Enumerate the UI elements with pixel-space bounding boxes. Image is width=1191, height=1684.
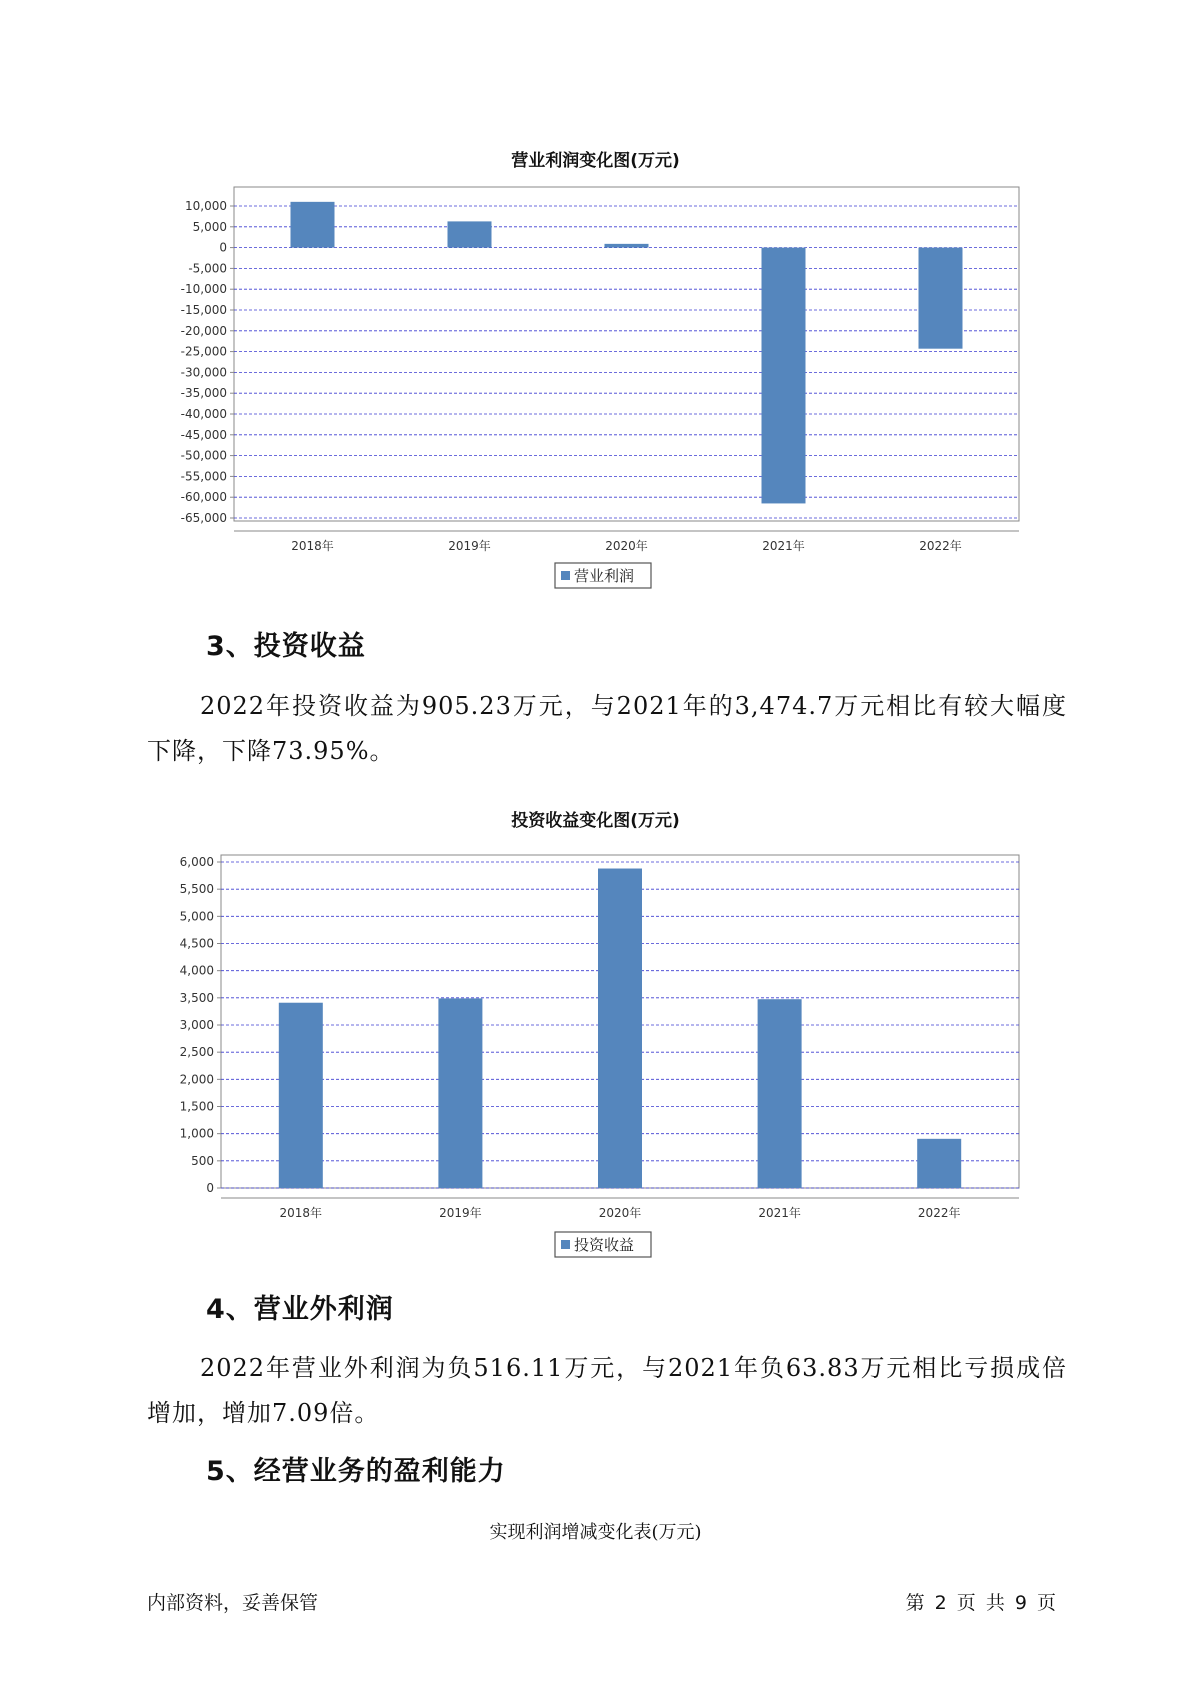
- footer-page-number: 第 2 页 共 9 页: [905, 1592, 1056, 1614]
- y-tick-label: -10,000: [180, 282, 227, 297]
- y-tick-label: 500: [191, 1153, 214, 1168]
- bar-2020年: [598, 869, 642, 1188]
- y-tick-label: 5,000: [179, 909, 214, 924]
- y-tick-label: 6,000: [179, 855, 214, 869]
- y-tick-label: -25,000: [180, 344, 227, 359]
- section-5-heading: 5、经营业务的盈利能力: [206, 1456, 506, 1487]
- y-tick-label: -20,000: [180, 323, 227, 338]
- y-tick-label: 10,000: [185, 199, 227, 213]
- x-tick-label: 2020年: [605, 539, 648, 553]
- x-tick-label: 2019年: [448, 539, 491, 553]
- chart-1-title: 营业利润变化图(万元): [511, 151, 680, 171]
- x-tick-label: 2021年: [758, 1206, 801, 1220]
- y-tick-label: 3,000: [179, 1018, 214, 1032]
- chart-2-title: 投资收益变化图(万元): [511, 811, 680, 831]
- y-tick-label: -55,000: [180, 469, 227, 484]
- y-tick-label: 1,500: [179, 1099, 214, 1114]
- y-tick-label: 3,500: [179, 990, 214, 1005]
- y-tick-label: -60,000: [180, 490, 227, 505]
- y-tick-label: 2,500: [179, 1045, 214, 1060]
- y-tick-label: -35,000: [180, 386, 227, 401]
- y-tick-label: -40,000: [180, 407, 227, 421]
- x-tick-label: 2022年: [919, 539, 962, 553]
- y-tick-label: -30,000: [180, 365, 227, 380]
- legend-swatch: [561, 1240, 570, 1249]
- y-tick-label: 5,000: [192, 219, 227, 234]
- bar-2022年: [917, 1139, 961, 1188]
- y-tick-label: -65,000: [180, 511, 227, 525]
- bar-2021年: [758, 999, 802, 1188]
- x-tick-label: 2018年: [291, 539, 334, 553]
- table-caption: 实现利润增减变化表(万元): [489, 1522, 702, 1543]
- x-tick-label: 2022年: [917, 1206, 961, 1220]
- y-tick-label: -5,000: [188, 261, 227, 276]
- y-tick-label: 0: [206, 1181, 214, 1195]
- x-tick-label: 2019年: [439, 1206, 482, 1220]
- x-tick-label: 2020年: [598, 1206, 642, 1220]
- y-tick-label: -50,000: [180, 448, 227, 463]
- y-tick-label: -15,000: [180, 303, 227, 317]
- y-tick-label: -45,000: [180, 427, 227, 442]
- section-3-paragraph: 2022年投资收益为905.23万元，与2021年的3,474.7万元相比有较大幅度下降，下降73.95%。: [147, 692, 1067, 765]
- y-tick-label: 1,000: [179, 1126, 214, 1141]
- y-tick-label: 4,500: [179, 936, 214, 951]
- y-tick-label: 0: [219, 240, 227, 255]
- section-4-heading: 4、营业外利润: [206, 1294, 394, 1325]
- y-tick-label: 2,000: [179, 1072, 214, 1087]
- bar-2019年: [438, 998, 482, 1188]
- section-3-heading: 3、投资收益: [206, 631, 366, 662]
- x-tick-label: 2018年: [279, 1206, 323, 1220]
- legend-label: 投资收益: [574, 1236, 635, 1254]
- bar-2018年: [279, 1003, 323, 1188]
- y-tick-label: 4,000: [179, 963, 214, 978]
- legend-label: 营业利润: [574, 567, 635, 585]
- x-tick-label: 2021年: [762, 539, 805, 553]
- section-4-paragraph: 2022年营业外利润为负516.11万元，与2021年负63.83万元相比亏损成倍增加，增加7.09倍。: [147, 1354, 1067, 1427]
- footer-confidential-note: 内部资料，妥善保管: [147, 1592, 319, 1614]
- y-tick-label: 5,500: [179, 882, 214, 897]
